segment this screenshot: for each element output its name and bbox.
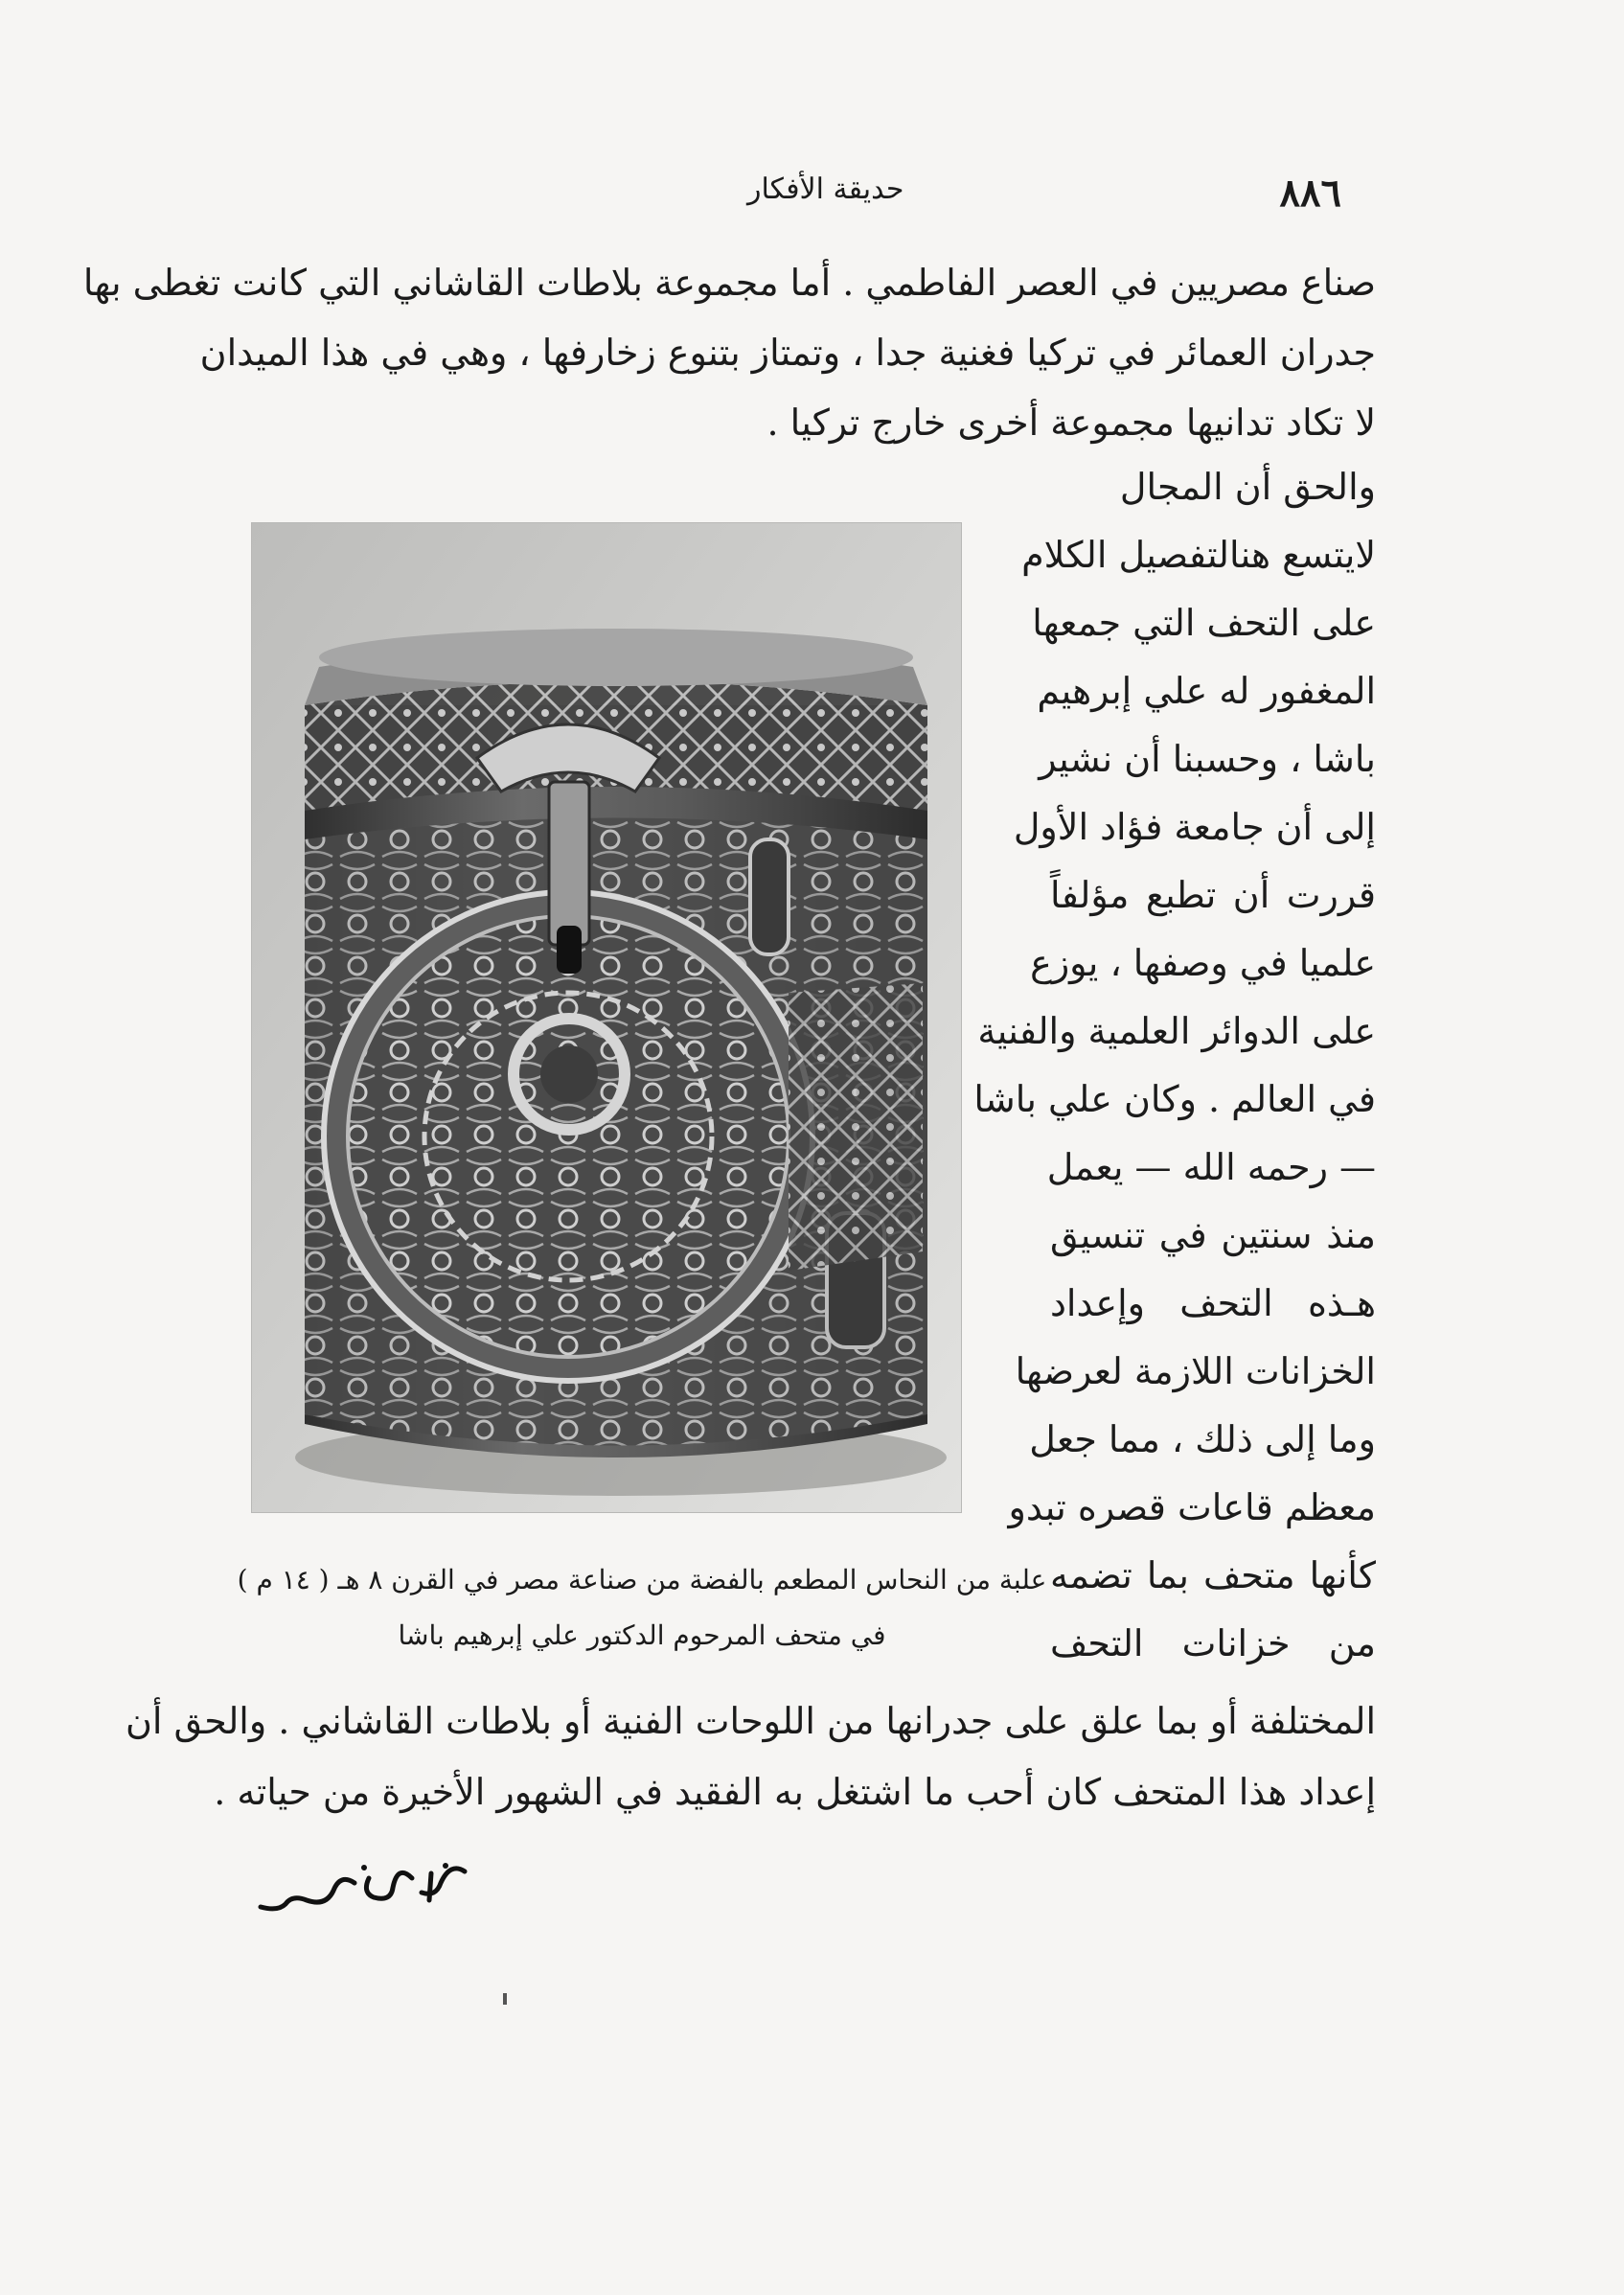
side-text-line: الخزانات اللازمة لعرضها [1015, 1350, 1376, 1392]
side-text-line: في العالم . وكان علي باشا [973, 1078, 1376, 1120]
side-text-line: من خزانات التحف [1050, 1622, 1376, 1664]
side-text-line: باشا ، وحسبنا أن نشير [1039, 738, 1376, 780]
side-text-line: على التحف التي جمعها [1032, 602, 1376, 644]
side-text-line: إلى أن جامعة فؤاد الأول [1013, 806, 1376, 848]
side-text-line: كأنها متحف بما تضمه [1050, 1554, 1376, 1596]
side-text-line: والحق أن المجال [1119, 466, 1376, 508]
text-line: لا تكاد تدانيها مجموعة أخرى خارج تركيا . [766, 402, 1376, 444]
text-line: صناع مصريين في العصر الفاطمي . أما مجموعة بلاطات القاشاني التي كانت تغطى بها [82, 262, 1376, 304]
side-text-line: على الدوائر العلمية والفنية [977, 1010, 1376, 1052]
side-text-line: وما إلى ذلك ، مما جعل [1029, 1418, 1376, 1460]
side-text-line: قررت أن تطبع مؤلفاً [1050, 874, 1376, 916]
side-text-line: المغفور له علي إبرهيم [1037, 670, 1376, 712]
figure-caption: علبة من النحاس المطعم بالفضة من صناعة مصر في القرن ٨ هـ ( ١٤ م ) [237, 1564, 1047, 1595]
text-line: جدران العمائر في تركيا فغنية جدا ، وتمتاز بتنوع زخارفها ، وهي في هذا الميدان [199, 332, 1376, 374]
handwritten-signature [249, 1854, 479, 1921]
running-title: حديقة الأفكار [747, 172, 904, 206]
side-text-line: منذ سنتين في تنسيق [1050, 1214, 1376, 1256]
side-text-line: علميا في وصفها ، يوزع [1030, 942, 1376, 984]
side-text-line: لايتسع هنالتفصيل الكلام [1021, 534, 1376, 576]
side-text-line: معظم قاعات قصره تبدو [1008, 1486, 1376, 1528]
page-number: ٨٨٦ [1279, 171, 1341, 216]
page-header [671, 171, 1341, 228]
text-line: المختلفة أو بما علق على جدرانها من اللوحات الفنية أو بلاطات القاشاني . والحق أن [125, 1700, 1376, 1742]
side-text-line: هـذه التحف وإعداد [1050, 1282, 1376, 1324]
figure-caption-location: في متحف المرحوم الدكتور علي إبرهيم باشا [398, 1619, 886, 1651]
artifact-photo [251, 522, 962, 1513]
text-line: إعداد هذا المتحف كان أحب ما اشتغل به الفقيد في الشهور الأخيرة من حياته . [214, 1771, 1376, 1813]
stray-mark [503, 1993, 507, 2005]
side-text-line: — رحمه الله — يعمل [1046, 1146, 1376, 1188]
